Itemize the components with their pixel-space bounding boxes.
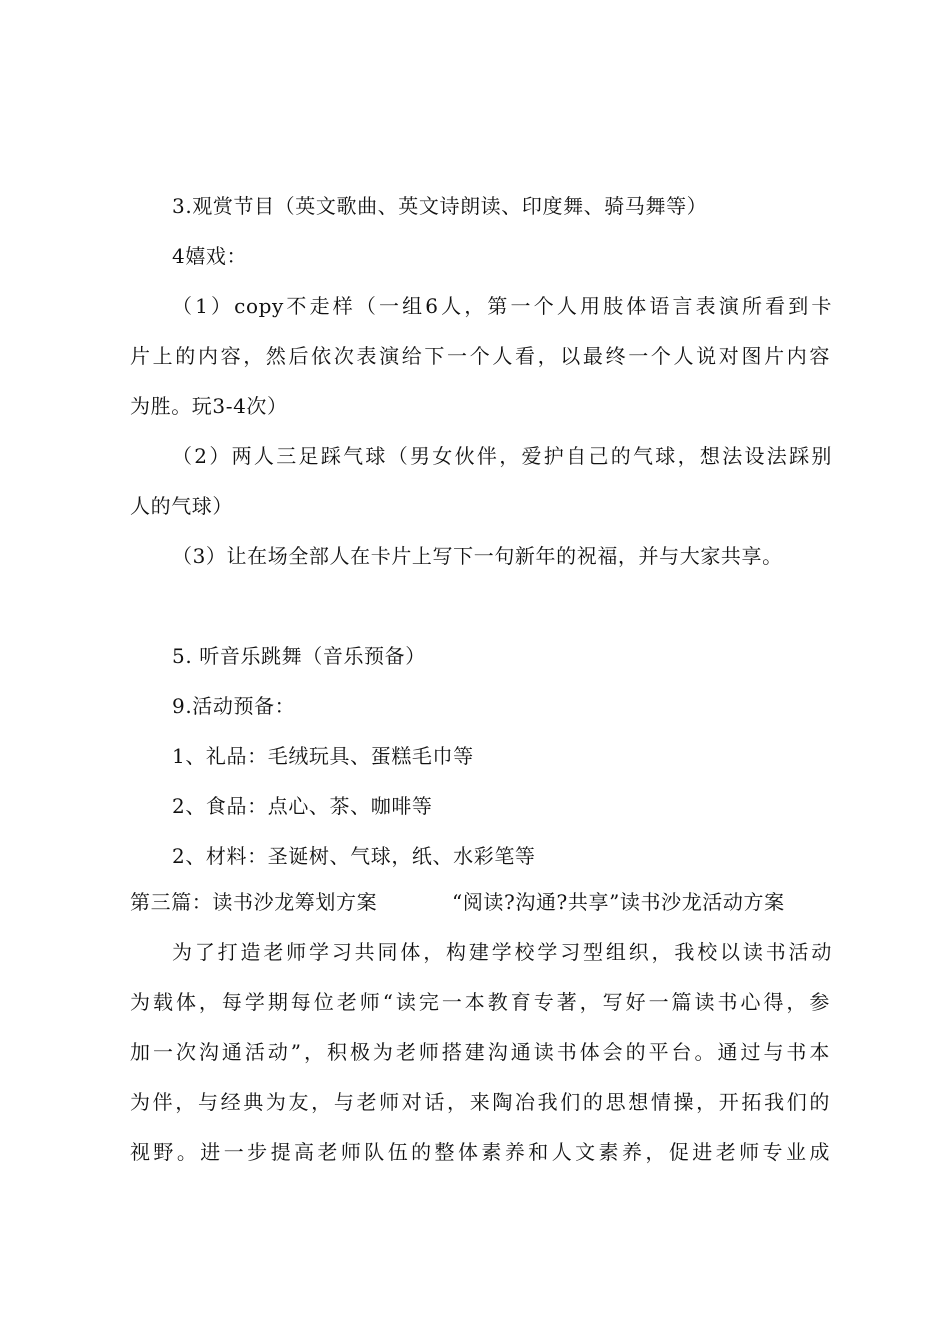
game-1-line-3: 为胜。玩3-4次） — [130, 394, 288, 418]
body-line-1: 为了打造老师学习共同体，构建学校学习型组织，我校以读书活动 — [172, 940, 832, 964]
program-item-5: 5. 听音乐跳舞（音乐预备） — [172, 644, 426, 668]
preparation-materials: 2、材料：圣诞树、气球，纸、水彩笔等 — [172, 844, 536, 868]
game-2-line-2: 人的气球） — [130, 494, 233, 518]
body-line-2: 为载体，每学期每位老师“读完一本教育专著，写好一篇读书心得，参 — [130, 990, 830, 1014]
program-item-3: 3.观赏节目（英文歌曲、英文诗朗读、印度舞、骑马舞等） — [172, 194, 708, 218]
game-heading: 4嬉戏： — [172, 244, 248, 268]
game-2-line-1: （2）两人三足踩气球（男女伙伴，爱护自己的气球，想法设法踩别 — [172, 444, 832, 468]
body-line-5: 视野。进一步提高老师队伍的整体素养和人文素养，促进老师专业成 — [130, 1140, 830, 1164]
game-1-line-2: 片上的内容，然后依次表演给下一个人看，以最终一个人说对图片内容 — [130, 344, 830, 368]
section-subtitle: “阅读?沟通?共享”读书沙龙活动方案 — [452, 890, 785, 914]
game-1-line-1: （1）copy不走样（一组6人，第一个人用肢体语言表演所看到卡 — [172, 294, 832, 318]
body-line-4: 为伴，与经典为友，与老师对话，来陶冶我们的思想情操，开拓我们的 — [130, 1090, 830, 1114]
preparation-gifts: 1、礼品：毛绒玩具、蛋糕毛巾等 — [172, 744, 474, 768]
preparation-food: 2、食品：点心、茶、咖啡等 — [172, 794, 433, 818]
preparation-heading: 9.活动预备： — [172, 694, 296, 718]
section-title: 第三篇：读书沙龙筹划方案 — [130, 890, 378, 914]
body-line-3: 加一次沟通活动”，积极为老师搭建沟通读书体会的平台。通过与书本 — [130, 1040, 830, 1064]
game-3-line: （3）让在场全部人在卡片上写下一句新年的祝福，并与大家共享。 — [172, 544, 783, 568]
